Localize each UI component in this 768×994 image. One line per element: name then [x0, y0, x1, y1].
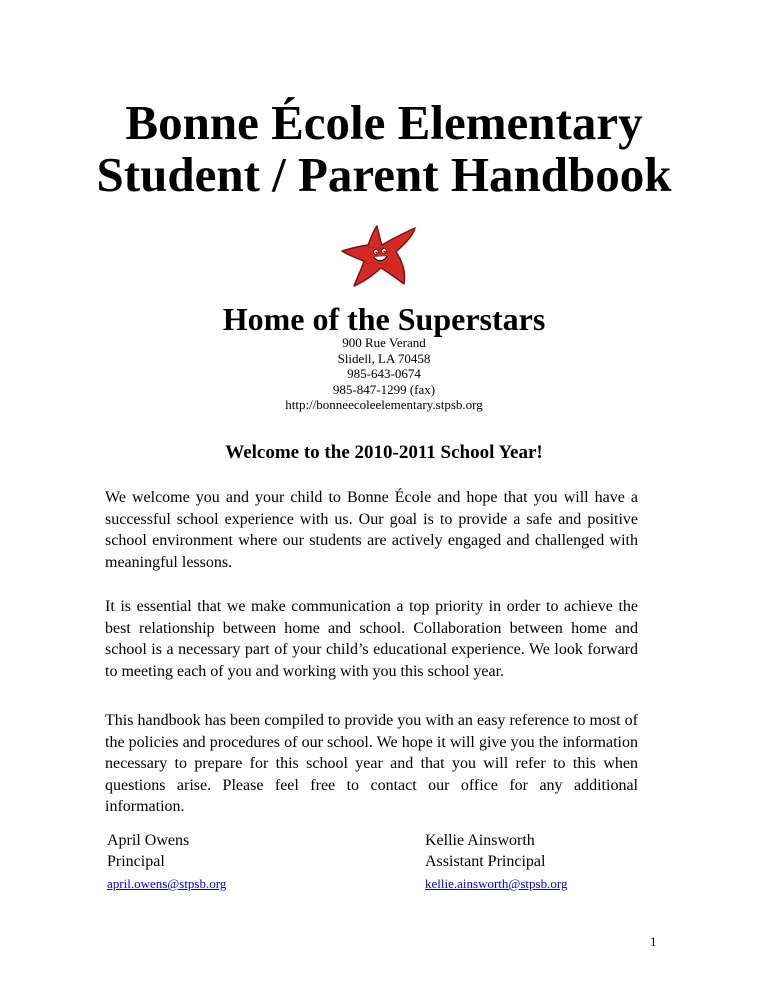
school-address-block — [0, 335, 768, 413]
address-phone: 985-643-0674 — [347, 366, 421, 381]
principal-role: Principal — [107, 853, 165, 870]
superstar-mascot-icon — [340, 224, 422, 288]
welcome-heading: Welcome to the 2010-2011 School Year! — [225, 442, 543, 463]
address-street: 900 Rue Verand — [342, 335, 426, 350]
principal-signature — [107, 830, 226, 892]
assistant-principal-signature — [425, 830, 567, 892]
assistant-principal-role: Assistant Principal — [425, 853, 546, 870]
principal-email-link[interactable]: april.owens@stpsb.org — [107, 876, 227, 891]
principal-name: April Owens — [107, 832, 190, 849]
assistant-principal-name: Kellie Ainsworth — [425, 832, 535, 849]
page-number: 1 — [650, 934, 657, 949]
document-title-line2: Student / Parent Handbook — [96, 147, 672, 202]
address-fax: 985-847-1299 (fax) — [332, 381, 436, 397]
handbook-paragraph: This handbook has been compiled to provide you with an easy reference to most of the policies and procedures of our school. We hope it will give you the information necessary to prepare for this school year and that you will refer to this when questions arise. Please feel free to contact our office for any additional information. — [105, 712, 638, 815]
welcome-paragraph: We welcome you and your child to Bonne École and hope that you will have a successful school experience with us. Our goal is to provide a safe and positive school environment where our students are actively engaged and challenged with meaningful lessons. — [105, 489, 638, 571]
communication-paragraph: It is essential that we make communication a top priority in order to achieve the best relationship between home and school. Collaboration between home and school is a necessary part of your child’s educational experience. We look forward to meeting each of you and working with you this school year. — [105, 598, 638, 680]
assistant-principal-email-link[interactable]: kellie.ainsworth@stpsb.org — [425, 876, 568, 891]
school-slogan: Home of the Superstars — [222, 301, 546, 337]
address-website: http://bonneecoleelementary.stpsb.org — [285, 397, 483, 412]
document-title-line1: Bonne École Elementary — [125, 95, 643, 150]
address-city: Slidell, LA 70458 — [337, 350, 431, 366]
